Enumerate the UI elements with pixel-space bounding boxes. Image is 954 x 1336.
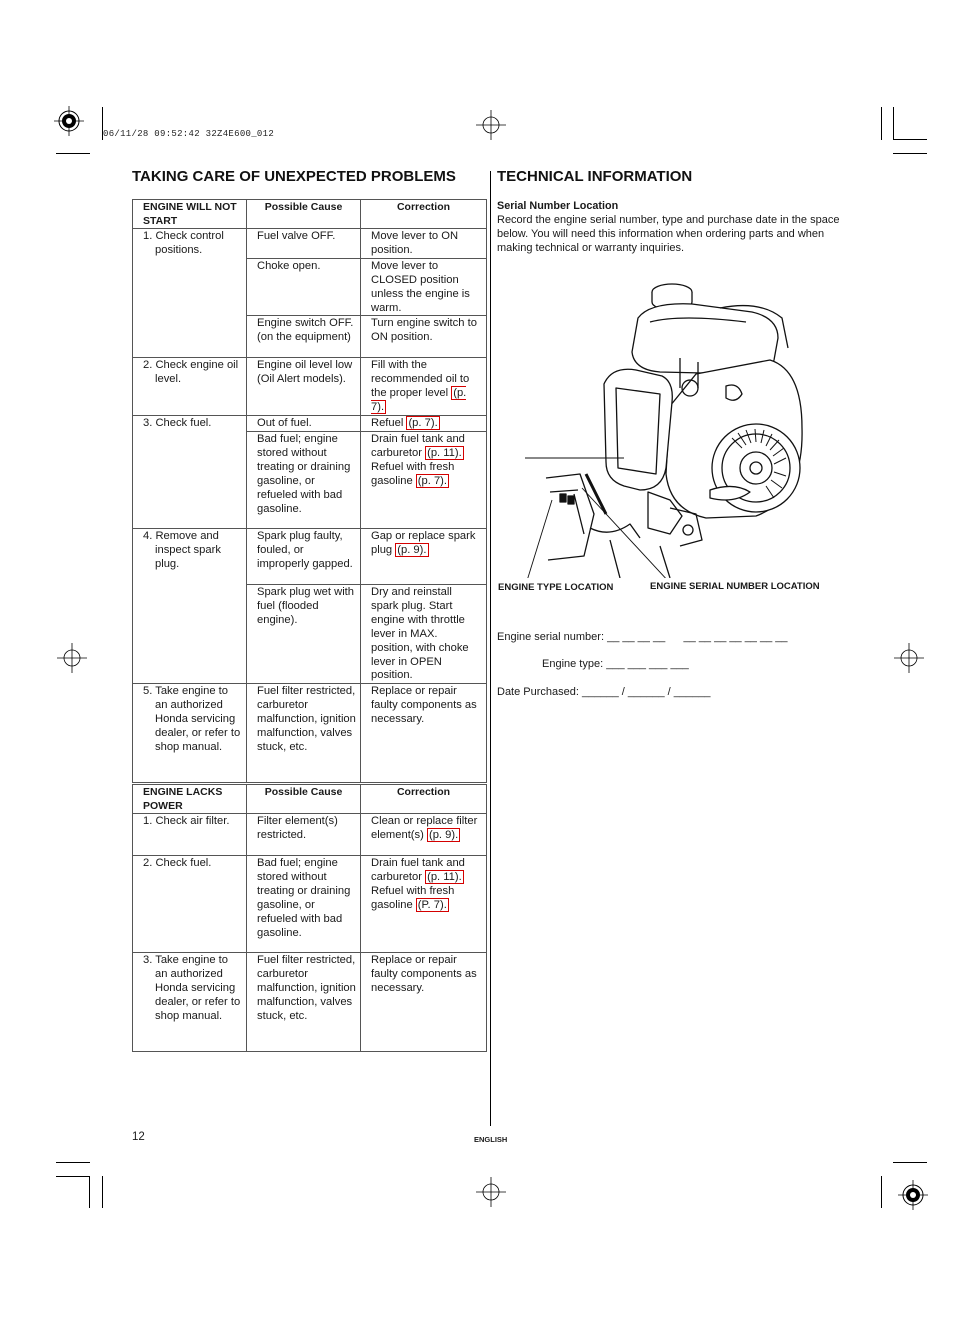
possible-cause: Engine oil level low (Oil Alert models). (247, 358, 361, 416)
table-row (133, 528, 487, 584)
check-step: 3. Check fuel. (143, 417, 212, 430)
correction: Refuel (371, 417, 404, 430)
date-purchased-field (497, 686, 710, 698)
possible-cause: Choke open. (247, 258, 361, 316)
column-header: ENGINE LACKS POWER (133, 785, 247, 814)
correction: Dry and reinstall spark plug. Start engine with throttle lever in MAX. position, with choke lever in OPEN position. (361, 584, 487, 683)
table-row (133, 684, 487, 783)
possible-cause: Fuel filter restricted, carburetor malfunction, ignition malfunction, valves stuck, etc. (247, 684, 361, 783)
check-step: 1. Check control positions. (143, 230, 224, 256)
table-row (133, 358, 487, 416)
engine-serial-number-location-label: ENGINE SERIAL NUMBER LOCATION (650, 581, 820, 592)
engine-serial-number-field (497, 631, 788, 643)
engine-illustration (520, 278, 810, 578)
table-row (133, 856, 487, 953)
table-row (133, 814, 487, 856)
column-header: ENGINE WILL NOT START (133, 200, 247, 229)
correction: Gap or replace spark plug (371, 529, 476, 556)
correction: Turn engine switch to ON position. (361, 316, 487, 358)
page-reference-link[interactable]: (p. 11). (427, 870, 462, 883)
table-row (133, 416, 487, 432)
page-reference-link[interactable]: (p. 9). (397, 543, 427, 556)
page-reference-link[interactable]: (p. 7). (408, 417, 438, 430)
possible-cause: Bad fuel; engine stored without treating or draining gasoline, or refueled with bad gasoline. (247, 856, 361, 953)
engine-type-field (542, 658, 689, 670)
check-step: 4. Remove and inspect spark plug. (143, 529, 221, 570)
correction: Refuel with fresh gasoline (371, 884, 455, 911)
correction: Fill with the recommended oil to the proper level (371, 359, 470, 400)
table-row (133, 953, 487, 1052)
correction: Drain fuel tank and carburetor (371, 432, 465, 459)
possible-cause: Spark plug wet with fuel (flooded engine). (247, 584, 361, 683)
correction: Replace or repair faulty components as necessary. (361, 953, 487, 1052)
page-reference-link[interactable]: (p. 7). (417, 474, 448, 487)
column-header: Correction (361, 785, 487, 814)
check-step: 3. Take engine to an authorized Honda servicing dealer, or refer to shop manual. (143, 954, 241, 1022)
possible-cause: Filter element(s) restricted. (247, 814, 361, 856)
column-header: Correction (361, 200, 487, 229)
serial-location-subtitle: Serial Number Location (497, 200, 619, 212)
possible-cause: Out of fuel. (247, 416, 361, 432)
engine-type-blanks: ___ ___ ___ ___ (606, 658, 689, 670)
table-engine-lacks-power (132, 784, 487, 1052)
date-purchased-label: Date Purchased: (497, 686, 579, 698)
page-reference-link[interactable]: (P. 7). (417, 898, 447, 911)
check-step: 2. Check engine oil level. (143, 359, 239, 386)
registration-target-icon (54, 106, 84, 136)
column-header: Possible Cause (247, 785, 361, 814)
check-step: 5. Take engine to an authorized Honda servicing dealer, or refer to shop manual. (143, 685, 241, 753)
serial-number-label: Engine serial number: (497, 631, 605, 643)
page-reference-link[interactable]: (p. 7). (371, 387, 467, 414)
possible-cause: Fuel valve OFF. (247, 229, 361, 259)
crosshair-icon (894, 643, 924, 673)
page-number: 12 (132, 1131, 145, 1143)
page-reference-link[interactable]: (p. 11). (427, 446, 462, 459)
possible-cause: Spark plug faulty, fouled, or improperly gapped. (247, 528, 361, 584)
check-step: 1. Check air filter. (143, 815, 230, 827)
crosshair-icon (57, 643, 87, 673)
serial-location-body: Record the engine serial number, type and purchase date in the space below. You will need this information when ordering parts and when making technical or warranty inquiries. (497, 214, 840, 254)
crosshair-icon (476, 110, 506, 140)
table-engine-will-not-start (132, 199, 487, 783)
language-label: ENGLISH (474, 1135, 508, 1144)
check-step: 2. Check fuel. (143, 857, 212, 869)
crosshair-icon (476, 1177, 506, 1207)
print-stamp: 06/11/28 09:52:42 32Z4E600_012 (103, 129, 275, 139)
page-reference-link[interactable]: (p. 9). (428, 828, 459, 841)
section-title-troubleshooting: TAKING CARE OF UNEXPECTED PROBLEMS (132, 168, 456, 185)
registration-target-icon (898, 1180, 928, 1210)
engine-type-location-label: ENGINE TYPE LOCATION (498, 582, 614, 593)
correction: Move lever to ON position. (361, 229, 487, 259)
possible-cause: Bad fuel; engine stored without treating or draining gasoline, or refueled with bad gasoline. (247, 431, 361, 528)
column-header: Possible Cause (247, 200, 361, 229)
possible-cause: Engine switch OFF. (on the equipment) (247, 316, 361, 358)
correction: Refuel with fresh gasoline (371, 460, 455, 487)
table-row (133, 229, 487, 259)
correction: Move lever to CLOSED position unless the engine is warm. (361, 258, 487, 316)
date-purchased-blanks: ______ / ______ / ______ (582, 686, 711, 698)
correction: Replace or repair faulty components as necessary. (361, 684, 487, 783)
engine-type-label: Engine type: (542, 658, 604, 670)
possible-cause: Fuel filter restricted, carburetor malfunction, ignition malfunction, valves stuck, etc. (247, 953, 361, 1052)
correction: Drain fuel tank and carburetor (371, 857, 465, 883)
section-title-technical-information: TECHNICAL INFORMATION (497, 168, 693, 185)
serial-number-blanks: __ __ __ __ __ __ __ __ __ __ __ (607, 631, 788, 643)
correction: Clean or replace filter element(s) (371, 815, 478, 841)
column-divider (490, 171, 491, 1126)
